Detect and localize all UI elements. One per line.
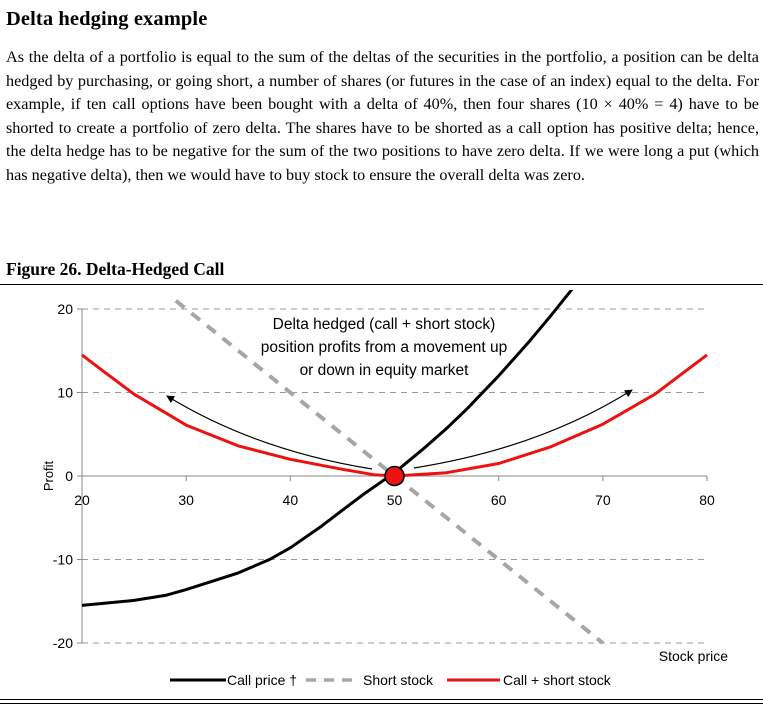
ytick-label: 20 xyxy=(57,301,73,317)
section-title: Delta hedging example xyxy=(6,8,208,30)
xtick-label: 50 xyxy=(386,492,403,508)
ytick-label: 10 xyxy=(57,384,73,401)
legend xyxy=(170,672,612,688)
ytick-label: -20 xyxy=(52,635,73,651)
x-axis-label: Stock price xyxy=(658,648,728,664)
figure-bottom-rule-2 xyxy=(0,703,763,704)
ytick-label: 0 xyxy=(65,468,73,484)
y-axis-label: Profit xyxy=(41,460,56,492)
legend-label-short-stock: Short stock xyxy=(363,672,434,688)
xtick-label: 60 xyxy=(490,492,507,508)
xtick-label: 80 xyxy=(699,492,715,508)
figure-bottom-rule xyxy=(0,699,763,700)
xtick-label: 20 xyxy=(74,492,90,508)
at-the-money-marker xyxy=(385,467,404,486)
xtick-label: 30 xyxy=(178,492,194,508)
legend-label-combined: Call + short stock xyxy=(503,672,611,688)
ytick-label: -10 xyxy=(52,551,73,568)
series-call-price xyxy=(82,248,603,605)
figure-title: Figure 26. Delta-Hedged Call xyxy=(6,259,225,279)
xtick-label: 70 xyxy=(595,492,611,508)
annotation-line-2: position profits from a movement up xyxy=(260,339,508,356)
arrow-left xyxy=(167,396,372,469)
annotation-line-3: or down in equity market xyxy=(299,362,469,379)
body-paragraph: As the delta of a portfolio is equal to the sum of the deltas of the securities in the portfolio, a position can be delta hedged by purchasing, or going short, a number of shares (or futures in the case of an index) equal to the delta. For example, if ten call options have been bought with a delta of 40%, then four shares (10 × 40% = 4) have to be shorted to create a portfolio of zero delta. The shares have to be shorted as a call option has positive delta; hence, the delta hedge has to be negative for the sum of the two positions to have zero delta. If we were long a put (which has negative delta), then we would have to buy stock to ensure the overall delta was zero. xyxy=(6,48,759,184)
legend-label-call: Call price † xyxy=(227,672,298,688)
xtick-label: 40 xyxy=(282,492,299,508)
annotation-line-1: Delta hedged (call + short stock) xyxy=(272,316,496,333)
